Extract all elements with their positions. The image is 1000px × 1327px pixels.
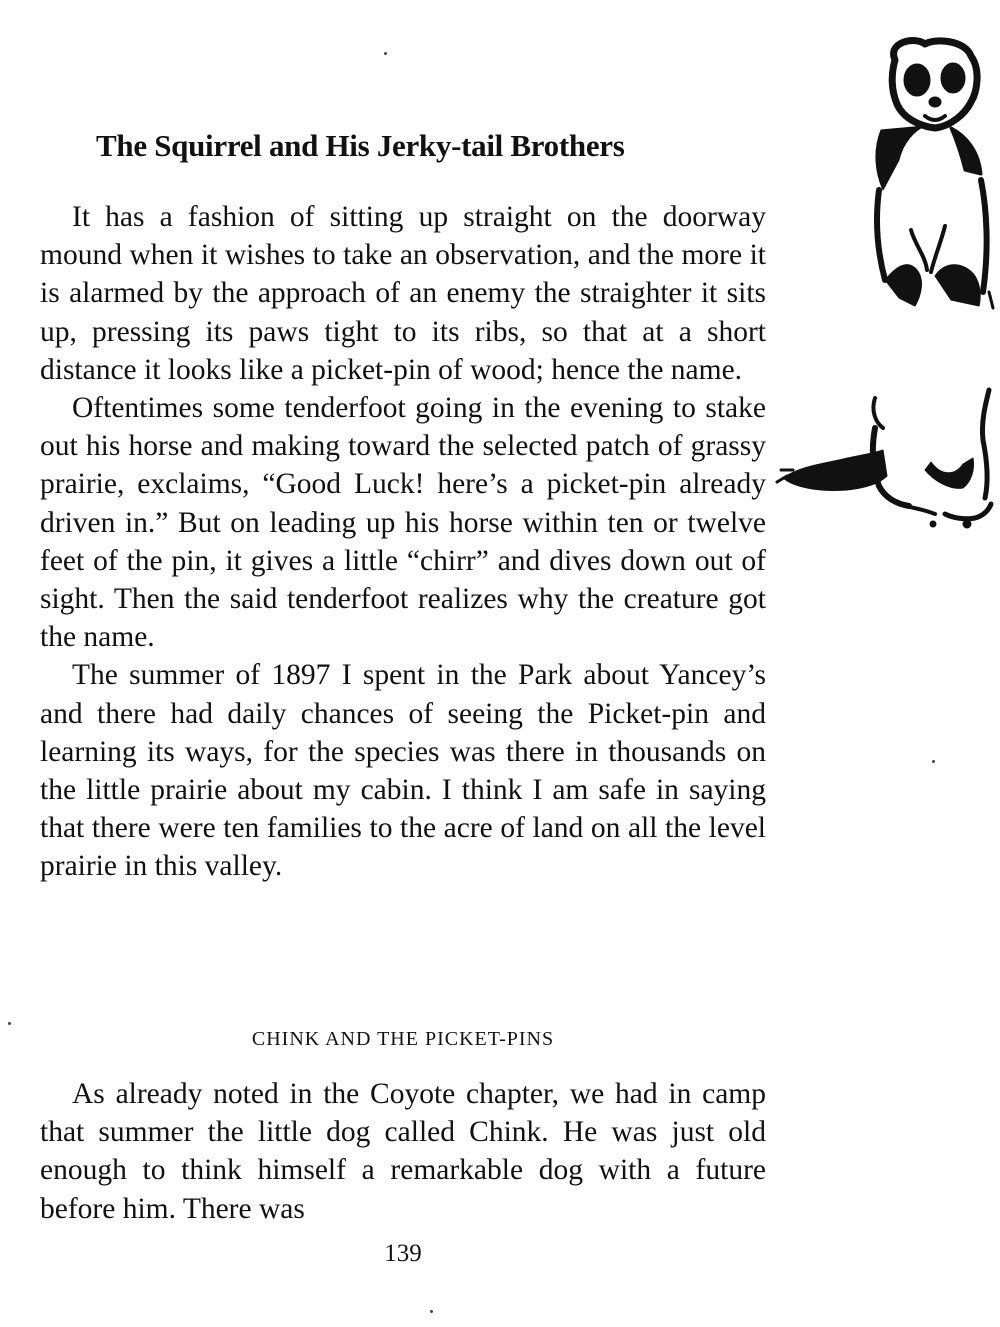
body-text-lower <box>40 1075 766 1228</box>
paragraph: It has a fashion of sitting up straight on the doorway mound when it wishes to take an observation, and the more it is alarmed by the approach of an enemy the straighter it sits up, pressing its paws tight to its ribs, so that at a short distance it looks like a picket-pin of wood; hence the name. <box>40 201 766 386</box>
print-speck <box>8 1022 11 1025</box>
squirrel-illustration <box>775 30 997 550</box>
paragraph: Oftentimes some tenderfoot going in the evening to stake out his horse and making toward the selected patch of grassy prairie, exclaims, “Good Luck! here’s a picket-pin already driven in.” But on leading up his horse within ten or twelve feet of the pin, it gives a little “chirr” and dives down out of sight. Then the said tenderfoot realizes why the creature got the name. <box>40 392 766 654</box>
section-heading: CHINK AND THE PICKET-PINS <box>251 1028 555 1050</box>
print-speck <box>932 760 935 763</box>
picket-pin-squirrel-icon <box>775 30 997 550</box>
running-head: The Squirrel and His Jerky-tail Brothers <box>96 128 625 163</box>
paragraph: The summer of 1897 I spent in the Park about Yancey’s and there had daily chances of seeing the Picket-pin and learning its ways, for the species was there in thousands on the little prairie about my cabin. I think I am safe in saying that there were ten families to the acre of land on all the level prairie in this valley. <box>40 659 766 883</box>
body-text-upper <box>40 198 766 886</box>
print-speck <box>384 52 387 55</box>
paragraph: As already noted in the Coyote chapter, we had in camp that summer the little dog called Chink. He was just old enough to think himself a remarkable dog with a future before him. There was <box>40 1078 766 1225</box>
print-speck <box>430 1310 433 1313</box>
page-number: 139 <box>384 1240 422 1267</box>
